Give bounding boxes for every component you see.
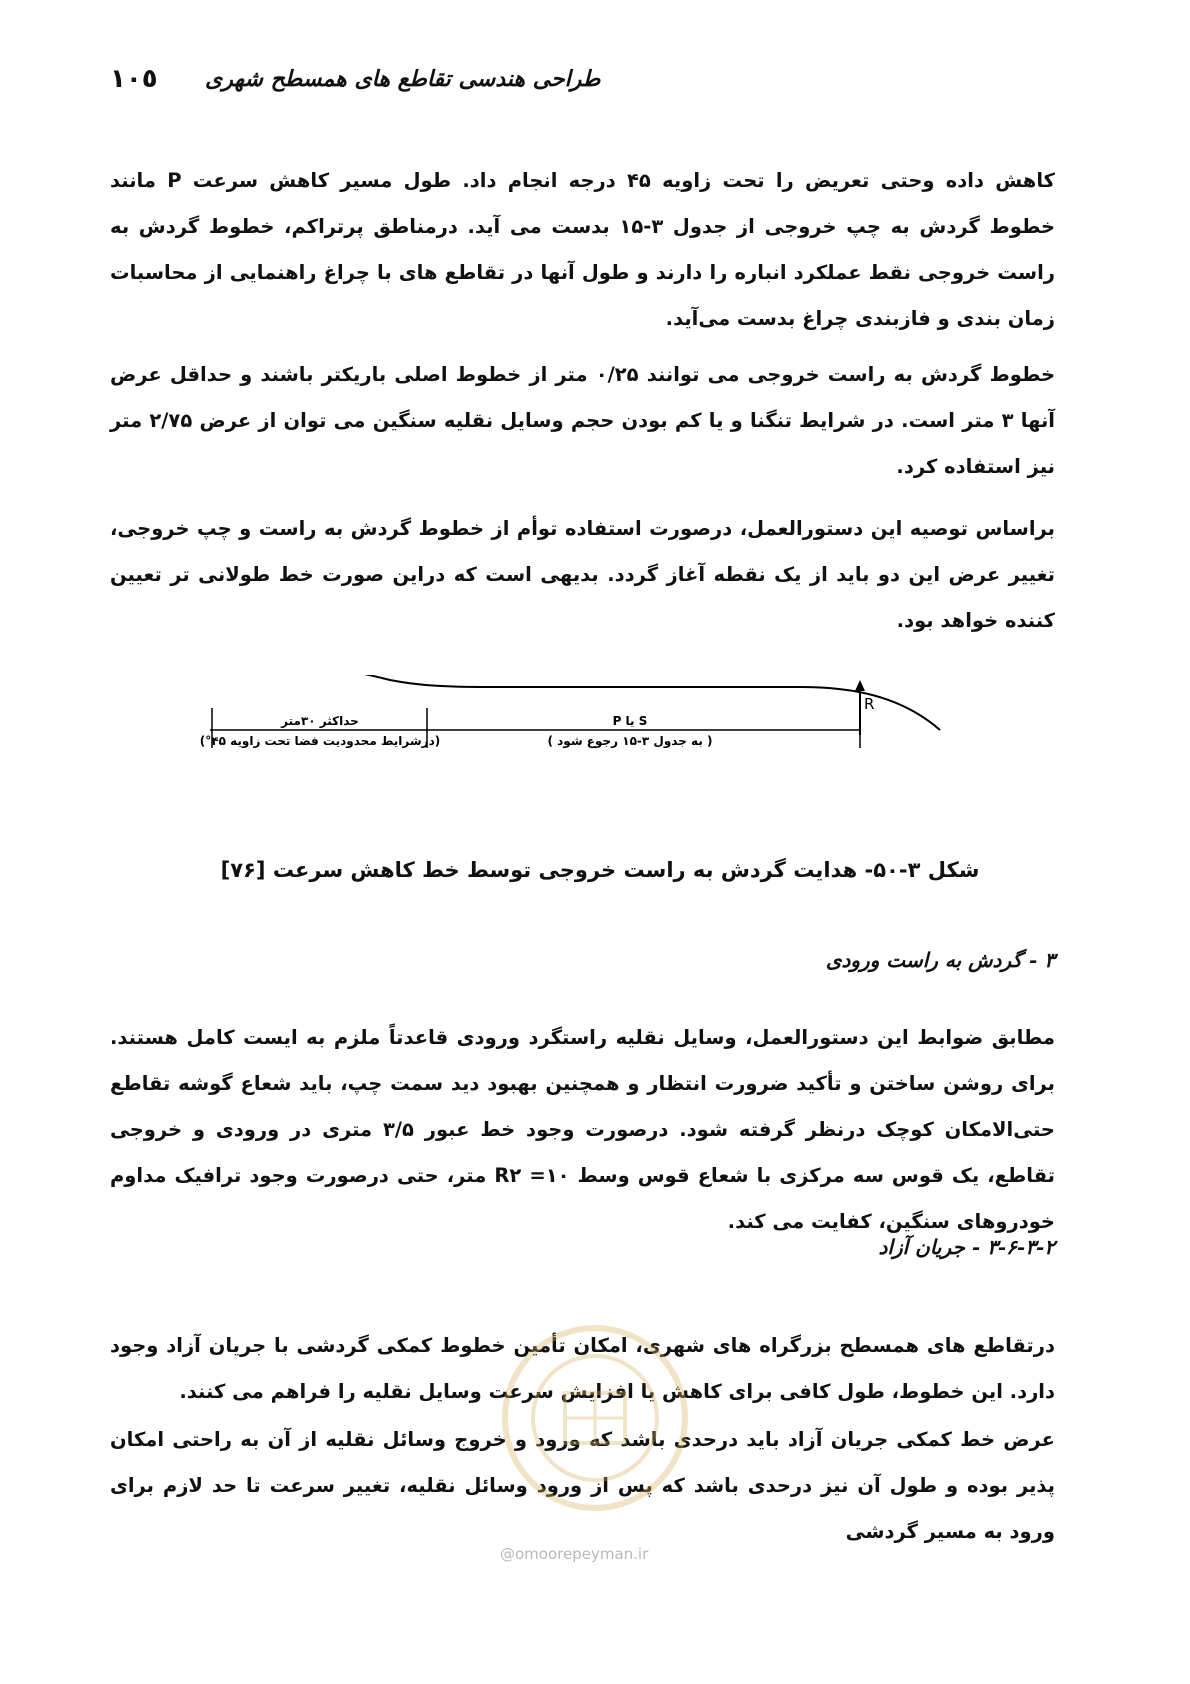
road-edge-line [150, 675, 940, 730]
watermark-seal-icon [495, 1318, 695, 1518]
paragraph-text: عرض خط کمکی جریان آزاد باید درحدی باشد که ورود و خروج وسائل نقلیه از آن به راحتی امکان پذیر بوده و طول آن نیز درحدی باشد که پس از ورود وسائل نقلیه، تغییر سرعت تا حد لازم برای ورود به مسیر گردشی [110, 1428, 1055, 1543]
section-heading-free-flow: ۳-۶-۳-۲ - جریان آزاد [878, 1235, 1055, 1259]
paragraph-text: مطابق ضوابط این دستورالعمل، وسایل نقلیه راستگرد ورودی قاعدتاً ملزم به ایست کامل هستند. برای روشن ساختن و تأکید ضرورت انتظار و همچنین بهبود دید سمت چپ، باید شعاع گوشه تقاطع حتی‌الامکان کوچک درنظر گرفته شود. درصورت وجود خط عبور ۳/۵ متری در ورودی و خروجی تقاطع، یک قوس سه مرکزی با شعاع قوس وسط R۲ =۱۰ متر، حتی درصورت وجود ترافیک مداوم خودروهای سنگین، کفایت می کند. [110, 1026, 1055, 1233]
space-condition-label: (درشرایط محدودیت فضا تحت زاویه ۴۵°) [199, 734, 441, 748]
paragraph-text: درتقاطع های همسطح بزرگراه های شهری، امکان تأمین خطوط کمکی گردشی با جریان آزاد وجود دارد. این خطوط، طول کافی برای کاهش یا افزایش سرعت وسایل نقلیه را فراهم می کنند. [110, 1334, 1055, 1403]
paragraph-text: خطوط گردش به راست خروجی می توانند ۰/۲۵ متر از خطوط اصلی باریکتر باشند و حداقل عرض آنها ۳ متر است. در شرایط تنگنا و یا کم بودن حجم وسایل نقلیه سنگین می توان از عرض ۲/۷۵ متر نیز استفاده کرد. [110, 363, 1056, 478]
paragraph-text: براساس توصیه این دستورالعمل، درصورت استفاده توأم از خطوط گردش به راست و چپ خروجی، تغییر عرض این دو باید از یک نقطه آغاز گردد. بدیهی است که دراین صورت خط طولانی تر تعیین کننده خواهد بود. [110, 517, 1055, 632]
figure-caption: شکل ۳-۵۰- هدایت گردش به راست خروجی توسط خط کاهش سرعت [۷۶] [220, 858, 980, 882]
deceleration-lane-diagram [150, 675, 1030, 815]
section-heading-right-turn-entry: ۳ - گردش به راست ورودی [825, 948, 1055, 972]
page-number: ١٠٥ [110, 64, 158, 94]
paragraph-deceleration-length [110, 158, 1055, 342]
watermark-site-text: @omoorepeyman.ir [500, 1545, 649, 1563]
paragraph-combined-lanes [110, 506, 1055, 644]
paragraph-lane-width [110, 352, 1055, 490]
deceleration-lane-figure [150, 675, 1030, 815]
paragraph-text: کاهش داده وحتی تعریض را تحت زاویه ۴۵ درجه انجام داد. طول مسیر کاهش سرعت P مانند خطوط گردش به چپ خروجی از جدول ۳-۱۵ بدست می آید. درمناطق پرتراکم، خطوط گردش به راست خروجی نقط عملکرد انباره را دارند و طول آنها در تقاطع های با چراغ راهنمایی از محاسبات زمان بندی و فازبندی چراغ بدست می‌آید. [110, 169, 1055, 330]
table-reference-label: ( به جدول ۳-۱۵ رجوع شود ) [547, 734, 713, 748]
radius-label: R [864, 695, 875, 713]
radius-arrow-head [855, 680, 865, 691]
page-header [110, 60, 1050, 100]
max-length-label: حداکثر ۳۰متر [281, 714, 359, 728]
running-title: طراحی هندسی تقاطع های همسطح شهری [205, 66, 601, 92]
paragraph-right-turn-entry [110, 1015, 1055, 1245]
sp-length-label: S یا P [612, 714, 648, 728]
